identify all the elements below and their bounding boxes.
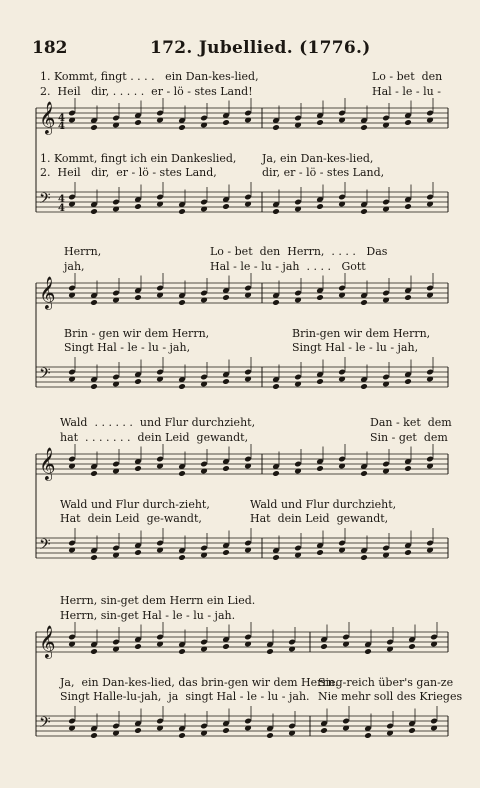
- treble-note: [178, 299, 186, 306]
- treble-note: [360, 299, 368, 306]
- time-signature: 4: [58, 203, 65, 214]
- treble-note: [178, 124, 186, 131]
- bass-clef-icon: 𝄢: [39, 714, 51, 735]
- treble-clef-icon: 𝄞: [39, 625, 56, 658]
- bass-note: [320, 727, 328, 734]
- lyric-between-staves: Brin - gen wir dem Herrn,: [64, 327, 210, 340]
- treble-note: [272, 470, 280, 477]
- lyric-between-staves: Wald und Flur durchzieht,: [250, 498, 397, 511]
- lyric-between-staves: 1. Kommt, fingt ich ein Dankeslied,: [40, 152, 237, 165]
- bass-note: [272, 208, 280, 215]
- treble-clef-icon: 𝄞: [39, 276, 56, 309]
- treble-note: [360, 470, 368, 477]
- lyric-between-staves: 2. Heil dir, er - lö - stes Land,: [40, 166, 217, 179]
- treble-note: [134, 119, 142, 126]
- page-number: 182: [32, 38, 68, 58]
- treble-note: [222, 465, 230, 472]
- treble-note: [272, 299, 280, 306]
- bass-note: [222, 549, 230, 556]
- bass-note: [404, 549, 412, 556]
- bass-note: [360, 554, 368, 561]
- bass-note: [178, 383, 186, 390]
- bass-note: [364, 732, 372, 739]
- treble-note: [90, 648, 98, 655]
- treble-note: [404, 465, 412, 472]
- bass-staff: [36, 714, 448, 736]
- treble-note: [178, 648, 186, 655]
- bass-note: [222, 203, 230, 210]
- bass-note: [90, 208, 98, 215]
- hymn-title: 172. Jubellied. (1776.): [150, 38, 371, 58]
- treble-staff: [36, 625, 448, 659]
- bass-note: [272, 554, 280, 561]
- bass-note: [266, 732, 274, 739]
- lyric-between-staves: Wald und Flur durch-zieht,: [60, 498, 210, 511]
- bass-note: [178, 554, 186, 561]
- bass-note: [178, 732, 186, 739]
- treble-note: [404, 119, 412, 126]
- lyric-between-staves: Hat dein Leid ge-wandt,: [60, 512, 202, 525]
- treble-note: [408, 643, 416, 650]
- treble-note: [316, 294, 324, 301]
- bass-note: [134, 549, 142, 556]
- lyric-above: hat . . . . . . . dein Leid gewandt,: [60, 431, 249, 444]
- lyric-above: Herrn, sin-get dem Herrn ein Lied.: [60, 594, 256, 607]
- bass-clef-icon: 𝄢: [39, 190, 51, 211]
- bass-note: [222, 378, 230, 385]
- lyric-above: 2. Heil dir, . . . . . er - lö - stes Land!: [40, 85, 253, 98]
- bass-note: [134, 727, 142, 734]
- treble-note: [222, 119, 230, 126]
- bass-note: [408, 727, 416, 734]
- bass-note: [404, 203, 412, 210]
- bass-note: [316, 378, 324, 385]
- lyric-between-staves: Singt Halle-lu-jah, ja singt Hal - le - lu - jah.: [60, 690, 310, 703]
- treble-note: [360, 124, 368, 131]
- lyric-between-staves: Sieg-reich über's gan-ze: [318, 676, 454, 689]
- lyric-above: Hal - le - lu -: [372, 85, 441, 98]
- lyric-above: jah,: [64, 260, 85, 273]
- bass-note: [404, 378, 412, 385]
- time-signature: 4: [58, 194, 65, 205]
- bass-clef-icon: 𝄢: [39, 536, 51, 557]
- time-signature: 4: [58, 113, 65, 124]
- lyric-above: Herrn, sin-get Hal - le - lu - jah.: [60, 609, 236, 622]
- bass-note: [134, 203, 142, 210]
- lyric-above: Sin - get dem: [370, 431, 448, 444]
- lyric-between-staves: dir, er - lö - stes Land,: [262, 166, 385, 179]
- treble-note: [90, 124, 98, 131]
- bass-clef-icon: 𝄢: [39, 365, 51, 386]
- treble-note: [316, 119, 324, 126]
- treble-note: [222, 294, 230, 301]
- lyric-above: Lo - bet den Herrn, . . . . Das: [210, 245, 388, 258]
- time-signature: 4: [58, 121, 65, 132]
- treble-note: [404, 294, 412, 301]
- bass-note: [316, 203, 324, 210]
- lyric-between-staves: Ja, ein Dan-kes-lied,: [262, 152, 374, 165]
- bass-note: [90, 554, 98, 561]
- bass-note: [360, 208, 368, 215]
- treble-note: [178, 470, 186, 477]
- treble-note: [272, 124, 280, 131]
- treble-note: [320, 643, 328, 650]
- treble-note: [364, 648, 372, 655]
- lyric-above: Lo - bet den: [372, 70, 443, 83]
- bass-note: [222, 727, 230, 734]
- treble-note: [90, 470, 98, 477]
- treble-clef-icon: 𝄞: [39, 447, 56, 480]
- lyric-between-staves: Singt Hal - le - lu - jah,: [64, 341, 191, 354]
- bass-note: [178, 208, 186, 215]
- lyric-between-staves: Brin-gen wir dem Herrn,: [292, 327, 431, 340]
- lyric-above: Hal - le - lu - jah . . . . Gott: [210, 260, 366, 273]
- treble-note: [134, 643, 142, 650]
- lyric-above: Wald . . . . . . und Flur durchzieht,: [60, 416, 256, 429]
- bass-note: [90, 383, 98, 390]
- lyric-between-staves: Hat dein Leid gewandt,: [250, 512, 389, 525]
- bass-note: [316, 549, 324, 556]
- lyric-above: Herrn,: [64, 245, 102, 258]
- lyric-above: Dan - ket dem: [370, 416, 452, 429]
- treble-note: [316, 465, 324, 472]
- bass-note: [360, 383, 368, 390]
- bass-note: [272, 383, 280, 390]
- treble-note: [134, 294, 142, 301]
- treble-clef-icon: 𝄞: [39, 101, 56, 134]
- bass-note: [134, 378, 142, 385]
- treble-note: [266, 648, 274, 655]
- treble-note: [90, 299, 98, 306]
- lyric-between-staves: Singt Hal - le - lu - jah,: [292, 341, 419, 354]
- bass-note: [90, 732, 98, 739]
- lyric-between-staves: Nie mehr soll des Krieges: [318, 690, 463, 703]
- treble-note: [134, 465, 142, 472]
- treble-note: [222, 643, 230, 650]
- lyric-between-staves: Ja, ein Dan-kes-lied, das brin-gen wir dem Herrn.: [60, 676, 339, 689]
- lyric-above: 1. Kommt, fingt . . . . ein Dan-kes-lied,: [40, 70, 259, 83]
